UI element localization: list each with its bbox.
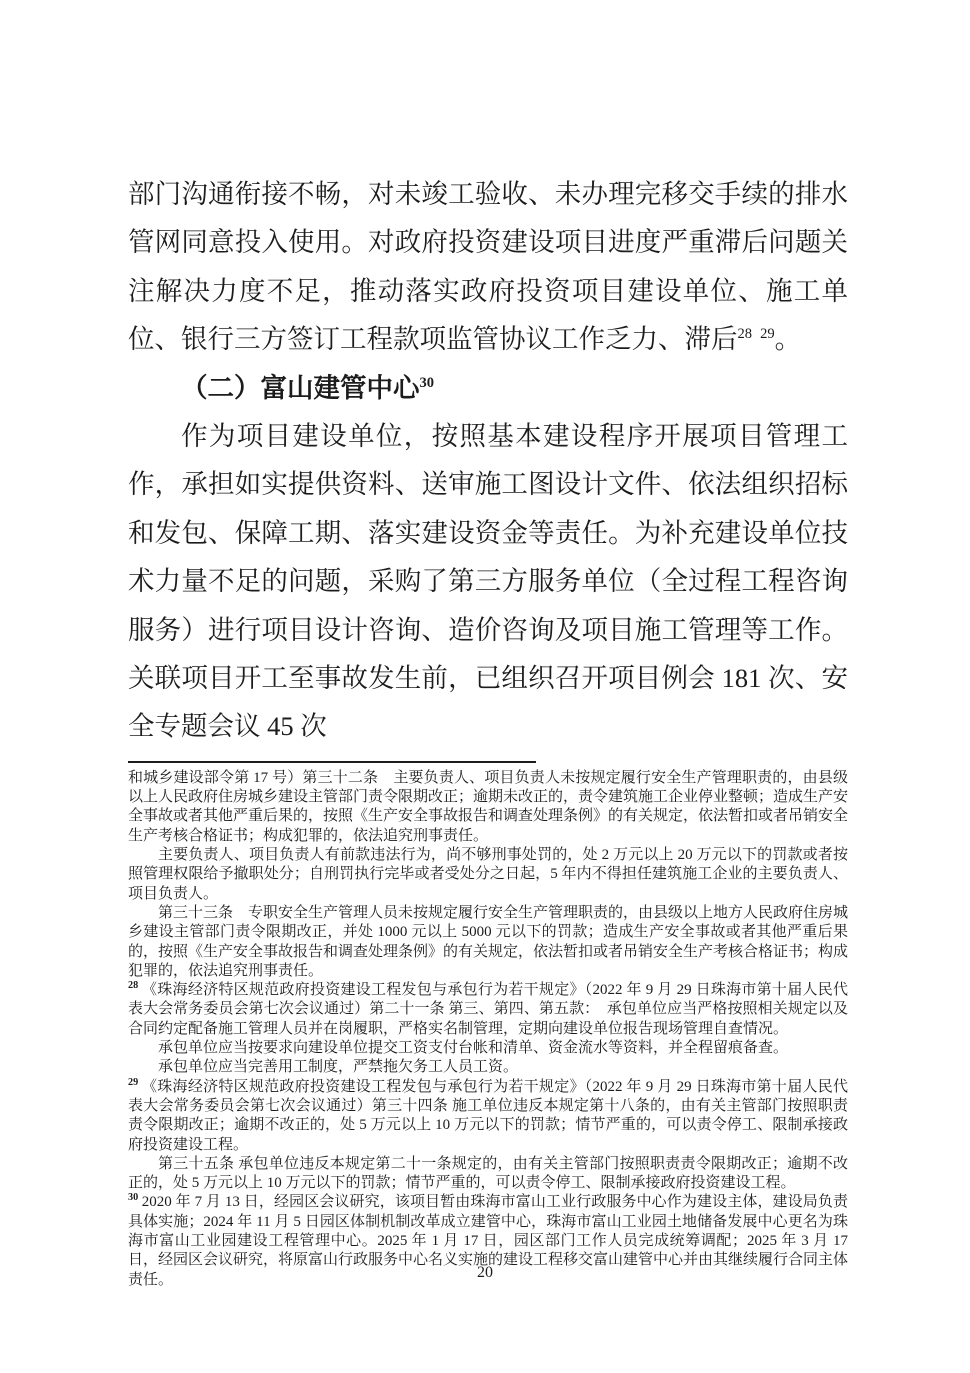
footnote-text: 《珠海经济特区规范政府投资建设工程发包与承包行为若干规定》（2022 年 9 月 29 日珠海市第十届人民代表大会常务委员会第七次会议通过）第二十一条 第三、第四、第五款： 承包单位应当严格按照相关规定以及合同约定配备施工管理人员并在岗履职，严格实名制管理，定期向建设单位报告现场管理自查情况。	[128, 982, 848, 1037]
body-paragraph-continuation	[128, 170, 848, 364]
footnote-marker-30: 30	[128, 1192, 139, 1204]
section-heading-text: （二）富山建管中心	[181, 372, 420, 403]
paragraph-end-punctuation: 。	[774, 324, 802, 355]
footnote-28	[128, 981, 848, 1039]
footnote-28-continued	[128, 1039, 848, 1058]
footnote-text: 2020 年 7 月 13 日，经园区会议研究，该项目暂由珠海市富山工业行政服务中心作为建设主体，建设局负责具体实施；2024 年 11 月 5 日园区体制机制改革成立建管中心，珠海市富山工业园土地储备发展中心更名为珠海市富山工业园建设工程管理中心。2025 年 1 月 17 日，园区部门工作人员完成统筹调配；2025 年 3 月 17 日，经园区会议研究，将原富山行政服务中心名义实施的建设工程移交富山建管中心并由其继续履行合同主体责任。	[128, 1194, 849, 1288]
section-heading	[128, 364, 848, 412]
footnote-29	[128, 1078, 848, 1155]
footnote-text: 《珠海经济特区规范政府投资建设工程发包与承包行为若干规定》（2022 年 9 月 29 日珠海市第十届人民代表大会常务委员会第七次会议通过）第三十四条 施工单位违反本规定第十八条的，由有关主管部门按照职责责令限期改正；逾期不改正的，处 5 万元以上 10 万元以下的罚款；情节严重的，可以责令停工、限制承接政府投资建设工程。	[128, 1078, 848, 1153]
footnote-text: 第三十五条 承包单位违反本规定第二十一条规定的，由有关主管部门按照职责责令限期改正；逾期不改正的，处 5 万元以上 10 万元以下的罚款；情节严重的，可以责令停工、限制承接政府投资建设工程。	[128, 1155, 848, 1192]
footnote-text: 承包单位应当按要求向建设单位提交工资支付台帐和清单、资金流水等资料，并全程留痕备查。	[158, 1040, 789, 1057]
footnote-28-continued	[128, 1058, 848, 1077]
footnote-continuation	[128, 904, 848, 981]
footnote-text: 第三十三条 专职安全生产管理人员未按规定履行安全生产管理职责的，由县级以上地方人民政府住房城乡建设主管部门责令限期改正，并处 1000 元以上 5000 元以下的罚款；造成生产安全事故或者其他严重后果的，按照《生产安全事故报告和调查处理条例》的有关规定，依法暂扣或者吊销安全生产考核合格证书；构成犯罪的，依法追究刑事责任。	[128, 904, 849, 979]
footnote-continuation	[128, 846, 848, 904]
body-paragraph	[128, 412, 848, 751]
footnote-29-continued	[128, 1155, 848, 1194]
footnote-continuation	[128, 769, 848, 846]
paragraph-text: 部门沟通衔接不畅，对未竣工验收、未办理完移交手续的排水管网同意投入使用。对政府投资建设项目进度严重滞后问题关注解决力度不足，推动落实政府投资项目建设单位、施工单位、银行三方签订工程款项监管协议工作乏力、滞后	[128, 179, 848, 355]
page-number: 20	[477, 1264, 493, 1281]
footnote-ref-28: 28	[737, 326, 753, 343]
footnote-text: 主要负责人、项目负责人有前款违法行为，尚不够刑事处罚的，处 2 万元以上 20 万元以下的罚款或者按照管理权限给予撤职处分；自刑罚执行完毕或者受处分之日起，5 年内不得担任建筑施工企业的主要负责人、项目负责人。	[128, 847, 848, 902]
footnote-text: 承包单位应当完善用工制度，严禁拖欠务工人员工资。	[158, 1059, 519, 1076]
footnote-marker-29: 29	[128, 1076, 139, 1088]
paragraph-text: 作为项目建设单位，按照基本建设程序开展项目管理工作，承担如实提供资料、送审施工图设计文件、依法组织招标和发包、保障工期、落实建设资金等责任。为补充建设单位技术力量不足的问题，采购了第三方服务单位（全过程工程咨询服务）进行项目设计咨询、造价咨询及项目施工管理等工作。关联项目开工至事故发生前，已组织召开项目例会 181 次、安全专题会议 45 次	[128, 421, 848, 742]
footnote-separator	[128, 761, 536, 763]
main-text-block	[128, 170, 848, 751]
footnotes-block	[128, 769, 848, 1290]
footnote-ref-29: 29	[760, 326, 775, 343]
footnote-marker-28: 28	[128, 980, 139, 992]
footnote-text: 和城乡建设部令第 17 号）第三十二条 主要负责人、项目负责人未按规定履行安全生产管理职责的，由县级以上人民政府住房城乡建设主管部门责令限期改正；逾期未改正的，责令建筑施工企业停业整顿；造成生产安全事故或者其他严重后果的，按照《生产安全事故报告和调查处理条例》的有关规定，依法暂扣或者吊销安全生产考核合格证书；构成犯罪的，依法追究刑事责任。	[128, 769, 849, 844]
footnote-ref-30: 30	[419, 374, 435, 391]
